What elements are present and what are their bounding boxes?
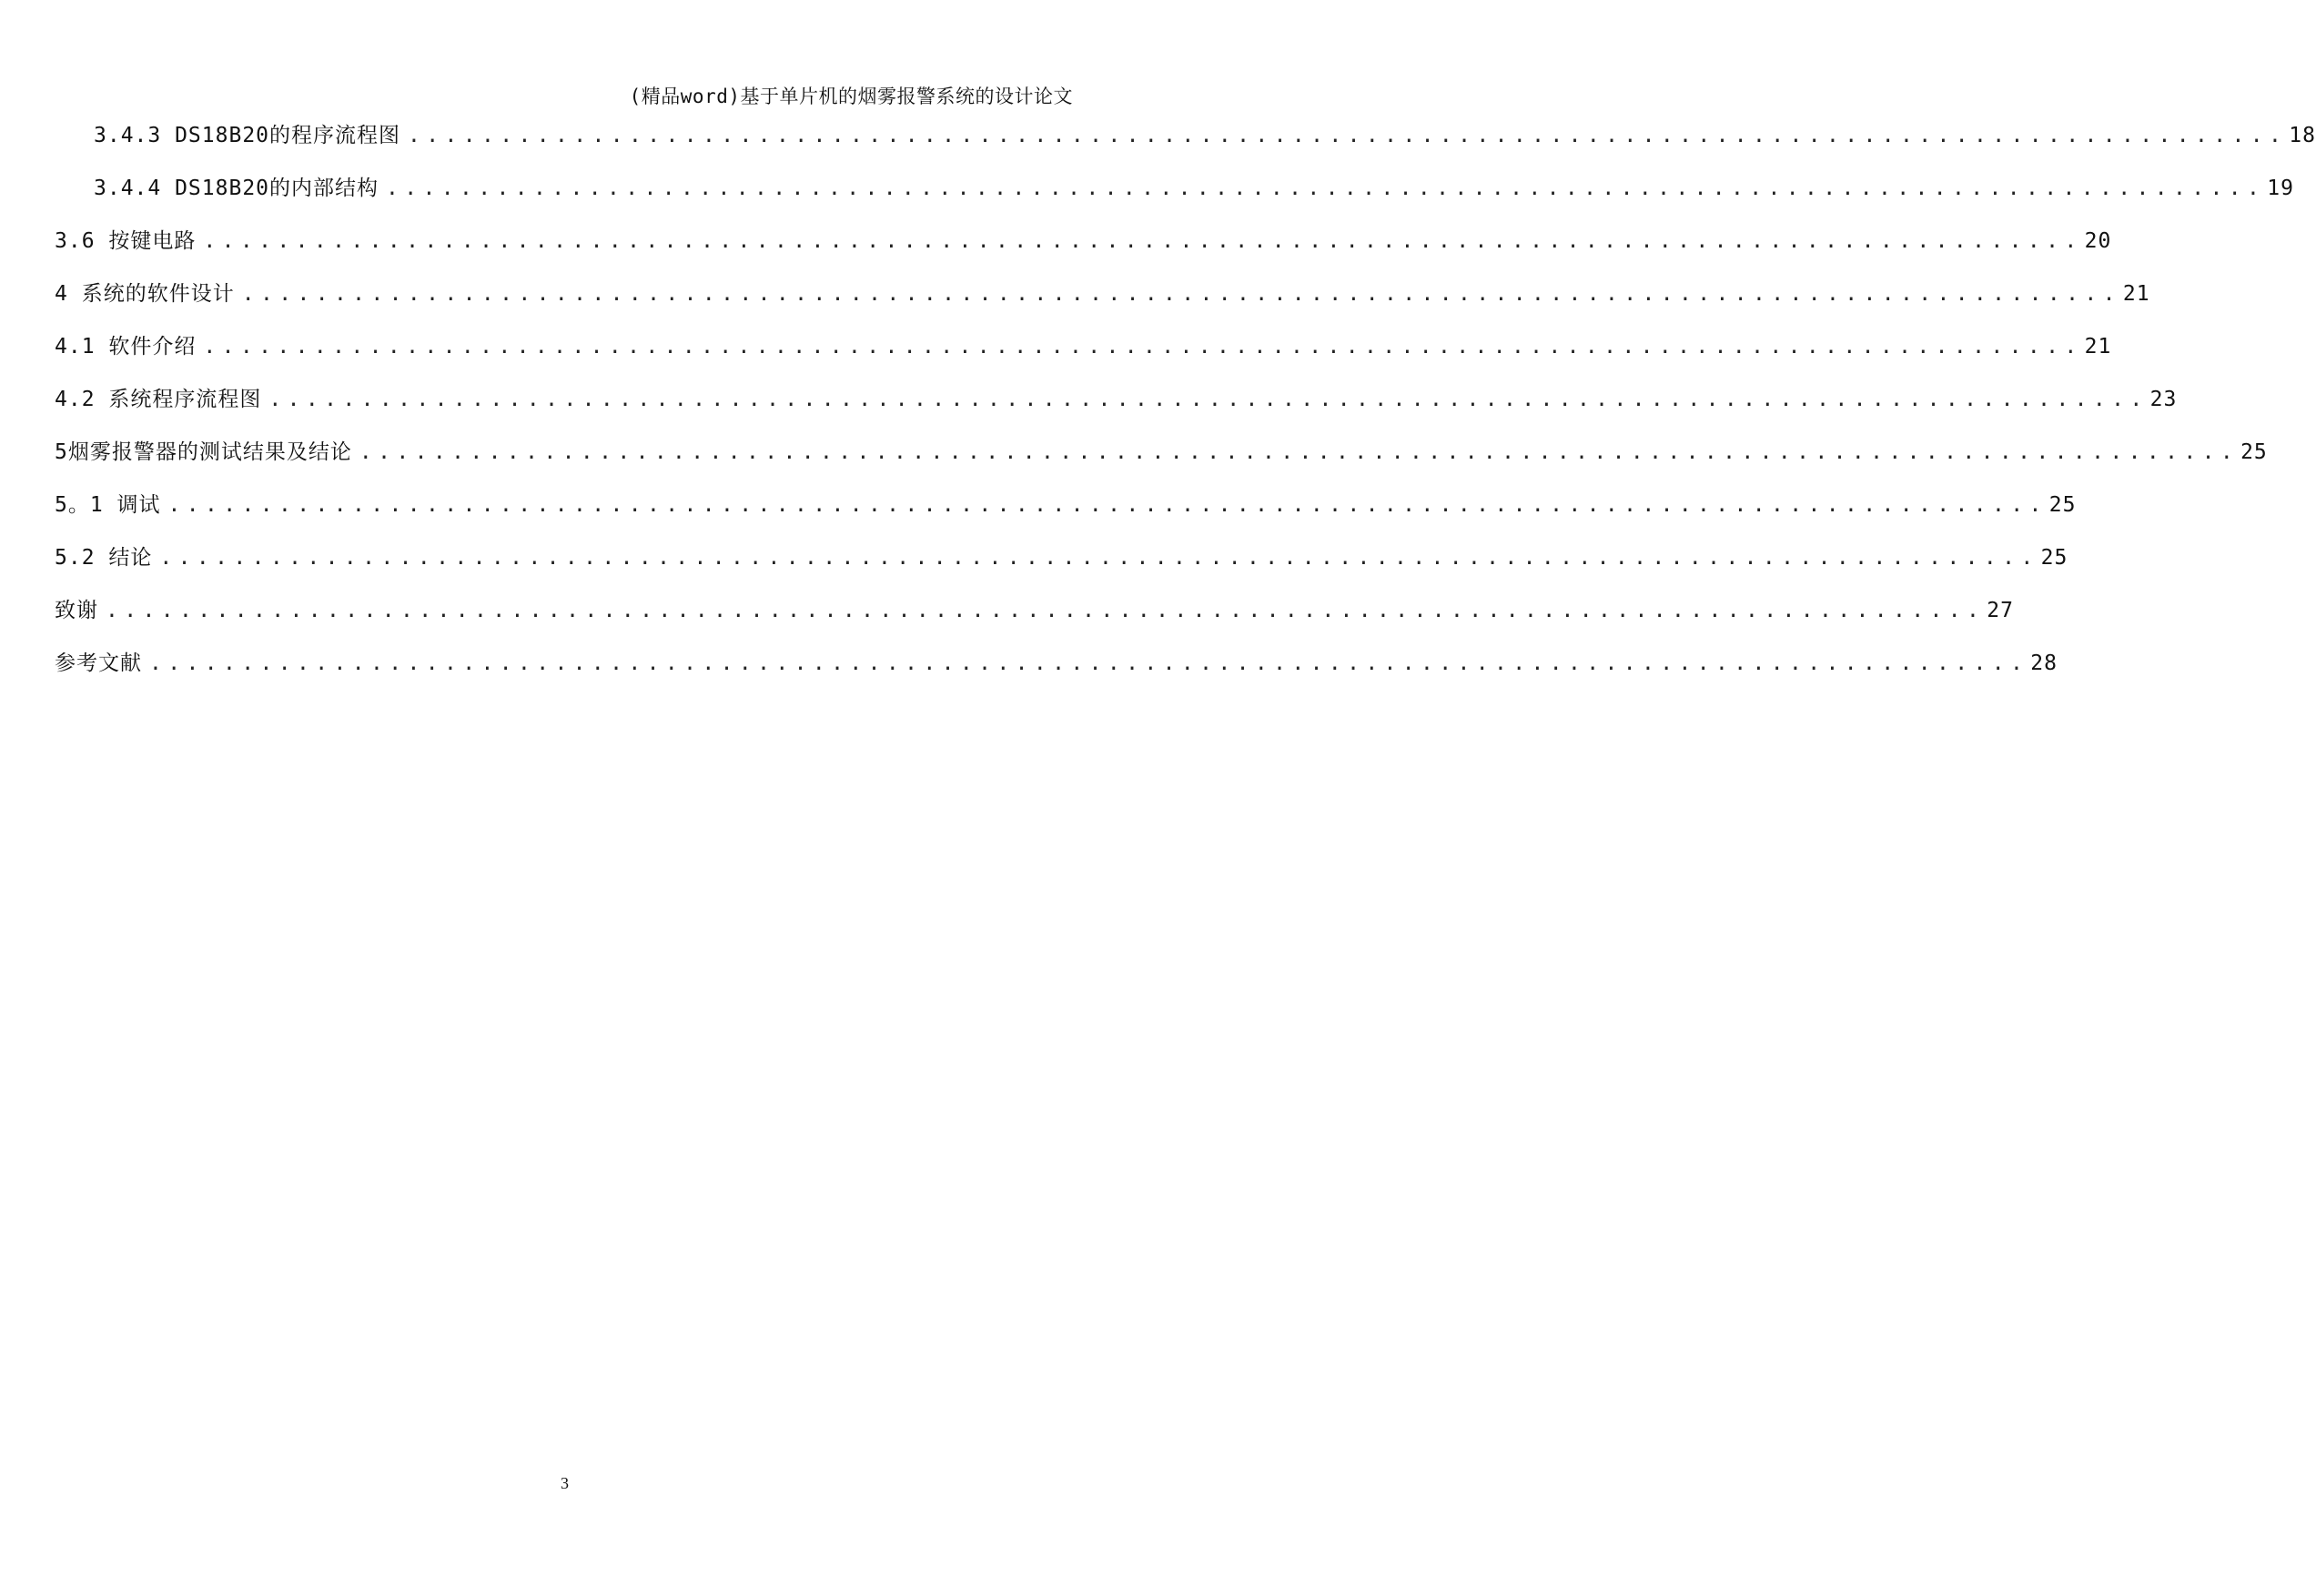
toc-dot-leader: ...................................................................................................... (268, 388, 2149, 411)
toc-entry-page: 25 (2048, 493, 2077, 517)
toc-entry[interactable] (55, 224, 2112, 257)
toc-dot-leader: ...................................................................................................... (203, 335, 2083, 359)
toc-entry-title: 5烟雾报警器的测试结果及结论 (55, 440, 352, 464)
toc-entry-page: 18 (2289, 124, 2316, 147)
toc-entry-title: 4.1 软件介绍 (55, 335, 197, 359)
toc-entry-title: 3.4.3 DS18B20的程序流程图 (94, 124, 401, 147)
toc-entry[interactable] (94, 171, 2294, 204)
toc-entry-page: 27 (1987, 599, 2014, 622)
toc-dot-leader: ...................................................................................................... (241, 282, 2121, 306)
toc-dot-leader: ...................................................................................................... (386, 177, 2266, 200)
toc-dot-leader: ...................................................................................................... (167, 493, 2048, 517)
toc-entry-page: 21 (2122, 282, 2150, 306)
toc-entry[interactable] (94, 118, 2316, 151)
toc-entry[interactable] (55, 593, 2014, 626)
toc-entry-title: 参考文献 (55, 652, 142, 675)
toc-entry-page: 19 (2267, 177, 2294, 200)
toc-entry[interactable] (55, 277, 2150, 309)
toc-entry-title: 致谢 (55, 599, 98, 622)
toc-entry-page: 25 (2240, 440, 2268, 464)
toc-dot-leader: ...................................................................................................... (106, 599, 1986, 622)
toc-entry[interactable] (55, 540, 2068, 573)
toc-entry-page: 28 (2030, 652, 2058, 675)
toc-entry-page: 21 (2084, 335, 2112, 359)
toc-entry-title: 5。1 调试 (55, 493, 161, 517)
toc-dot-leader: ...................................................................................................... (149, 652, 2029, 675)
toc-entry[interactable] (55, 329, 2112, 362)
toc-entry-page: 25 (2040, 546, 2068, 570)
running-header: (精品word)基于单片机的烟雾报警系统的设计论文 (629, 86, 1073, 107)
toc-entry-page: 23 (2149, 388, 2178, 411)
toc-dot-leader: ...................................................................................................... (408, 124, 2288, 147)
toc-entry-title: 4 系统的软件设计 (55, 282, 235, 306)
toc-entry-title: 5.2 结论 (55, 546, 153, 570)
toc-entry-page: 20 (2084, 229, 2112, 253)
toc-entry-title: 3.6 按键电路 (55, 229, 197, 253)
toc-dot-leader: ...................................................................................................... (159, 546, 2039, 570)
toc-dot-leader: ...................................................................................................... (359, 440, 2240, 464)
toc-entry[interactable] (55, 488, 2077, 520)
page-number: 3 (561, 1474, 569, 1492)
toc-entry-title: 3.4.4 DS18B20的内部结构 (94, 177, 379, 200)
toc-entry[interactable] (55, 382, 2178, 415)
toc-entry-title: 4.2 系统程序流程图 (55, 388, 262, 411)
toc-dot-leader: ...................................................................................................... (203, 229, 2083, 253)
toc-entry[interactable] (55, 646, 2058, 679)
toc-entry[interactable] (55, 435, 2268, 468)
